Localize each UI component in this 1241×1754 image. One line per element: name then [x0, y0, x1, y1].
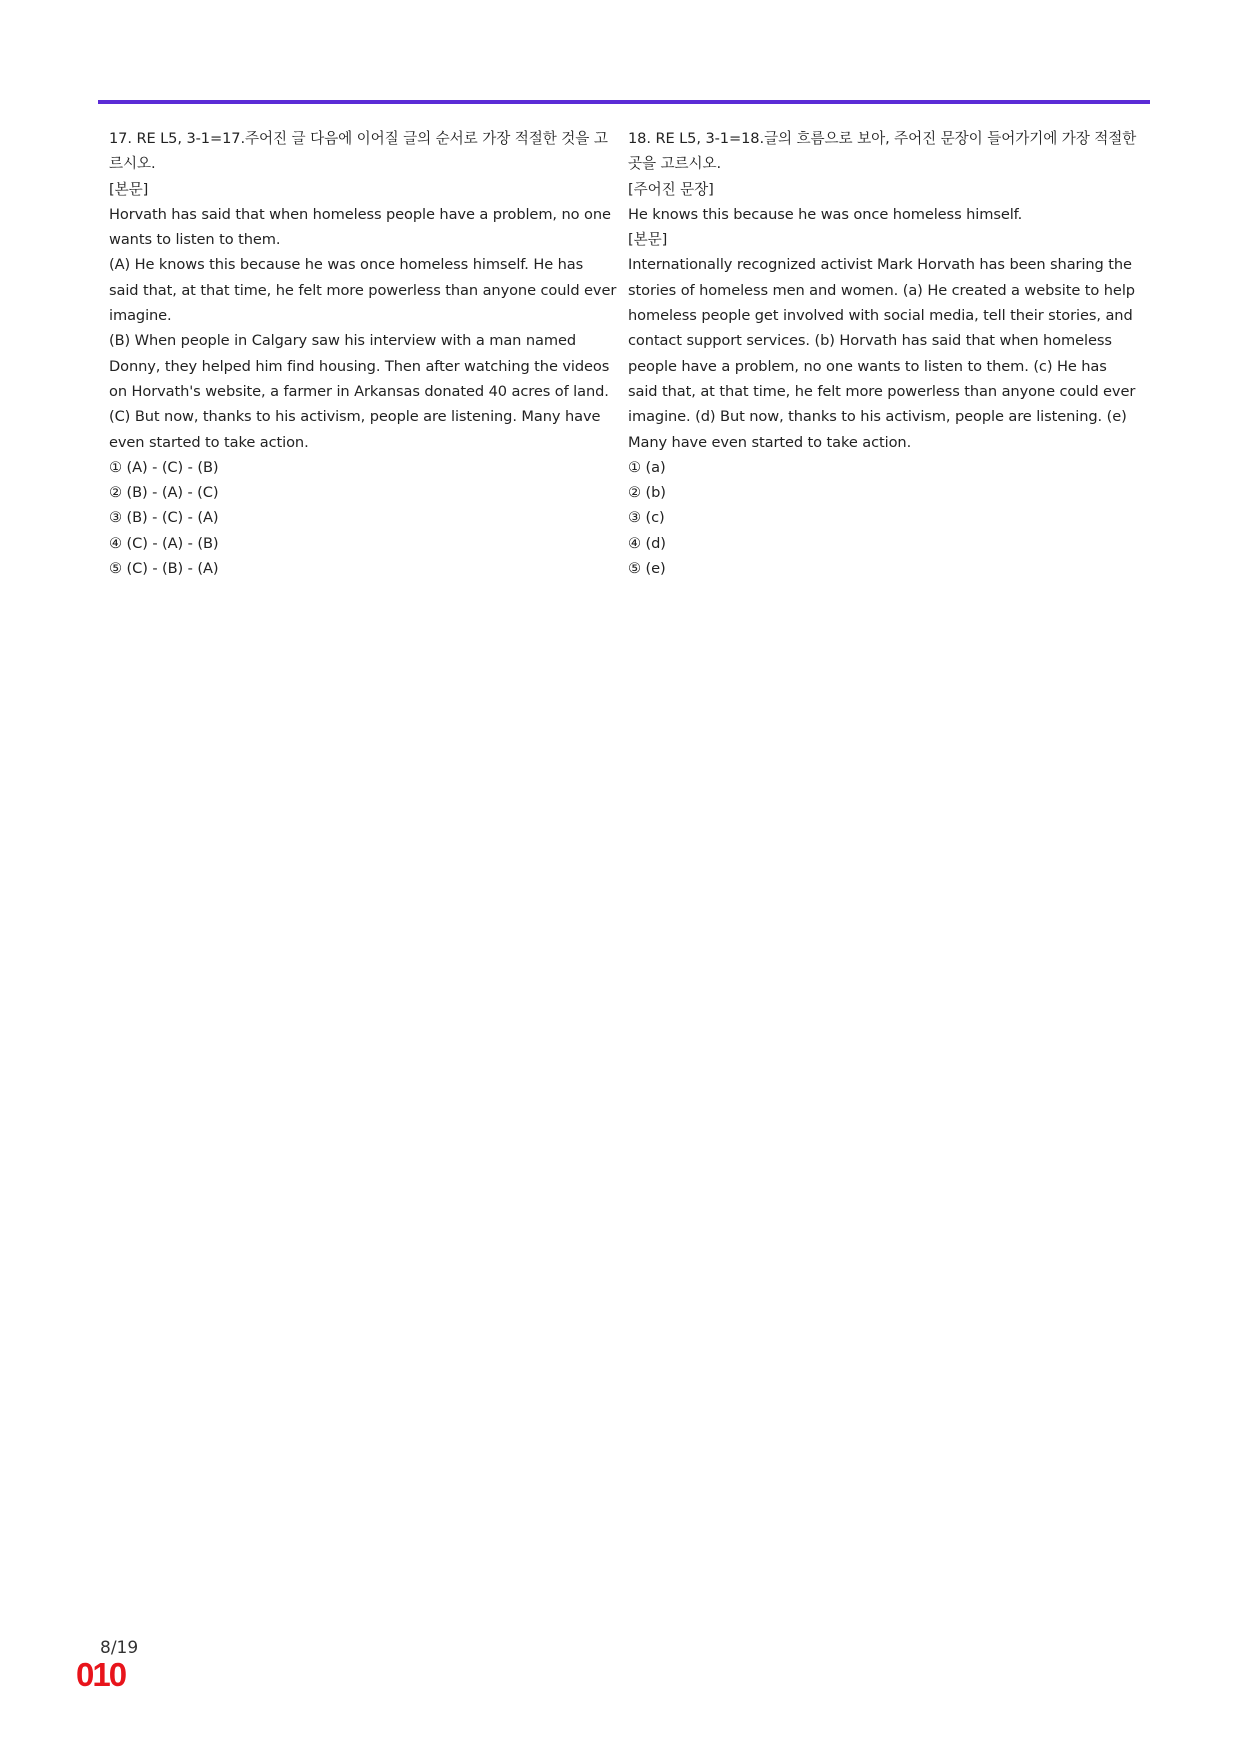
question-18-option-3[interactable]: ③ (c) — [628, 509, 665, 527]
question-18-given-sentence: He knows this because he was once homeless himself. — [628, 205, 1023, 223]
question-17-paragraph-c: (C) But now, thanks to his activism, people are listening. Many have even started to take action. — [109, 408, 601, 451]
brand-logo: 010 — [76, 1656, 126, 1693]
question-18-body: Internationally recognized activist Mark Horvath has been sharing the stories of homeless men and women. (a) He created a website to help homeless people get involved with social media, tell their stories, and contact support services. (b) Horvath has said that when homeless people have a problem, no one wants to listen to them. (c) He has said that, at that time, he felt more powerless than anyone could ever imagine. (d) But now, thanks to his activism, people are listening. (e) Many have even started to take action. — [628, 256, 1136, 451]
question-17-option-2[interactable]: ② (B) - (A) - (C) — [109, 484, 219, 502]
question-17-options — [109, 455, 617, 581]
question-18-header: 18. RE L5, 3-1=18.글의 흐름으로 보아, 주어진 문장이 들어가기에 가장 적절한 곳을 고르시오. — [628, 130, 1137, 173]
question-17-paragraph-b: (B) When people in Calgary saw his interview with a man named Donny, they helped him find housing. Then after watching the videos on Horvath's website, a farmer in Arkansas donated 40 acres of land. — [109, 332, 610, 400]
question-17-option-5[interactable]: ⑤ (C) - (B) - (A) — [109, 560, 219, 578]
question-17-section-label: [본문] — [109, 180, 149, 198]
question-18-section-label: [본문] — [628, 231, 668, 249]
page-number: 8/19 — [100, 1638, 139, 1658]
question-17-option-4[interactable]: ④ (C) - (A) - (B) — [109, 534, 219, 552]
question-17-lead: Horvath has said that when homeless people have a problem, no one wants to listen to them. — [109, 205, 611, 249]
question-18-option-1[interactable]: ① (a) — [628, 458, 666, 476]
question-18-option-5[interactable]: ⑤ (e) — [628, 560, 666, 578]
question-18-given-label: [주어진 문장] — [628, 180, 714, 198]
top-divider — [98, 100, 1150, 104]
question-17-option-1[interactable]: ① (A) - (C) - (B) — [109, 458, 219, 476]
question-18-option-2[interactable]: ② (b) — [628, 484, 666, 502]
question-17-option-3[interactable]: ③ (B) - (C) - (A) — [109, 509, 219, 527]
question-17 — [109, 126, 617, 581]
question-18-option-4[interactable]: ④ (d) — [628, 534, 666, 552]
question-18 — [628, 126, 1138, 581]
question-17-paragraph-a: (A) He knows this because he was once homeless himself. He has said that, at that time, he felt more powerless than anyone could ever imagine. — [109, 256, 617, 325]
question-18-options — [628, 455, 1138, 581]
question-17-header: 17. RE L5, 3-1=17.주어진 글 다음에 이어질 글의 순서로 가장 적절한 것을 고르시오. — [109, 130, 608, 173]
